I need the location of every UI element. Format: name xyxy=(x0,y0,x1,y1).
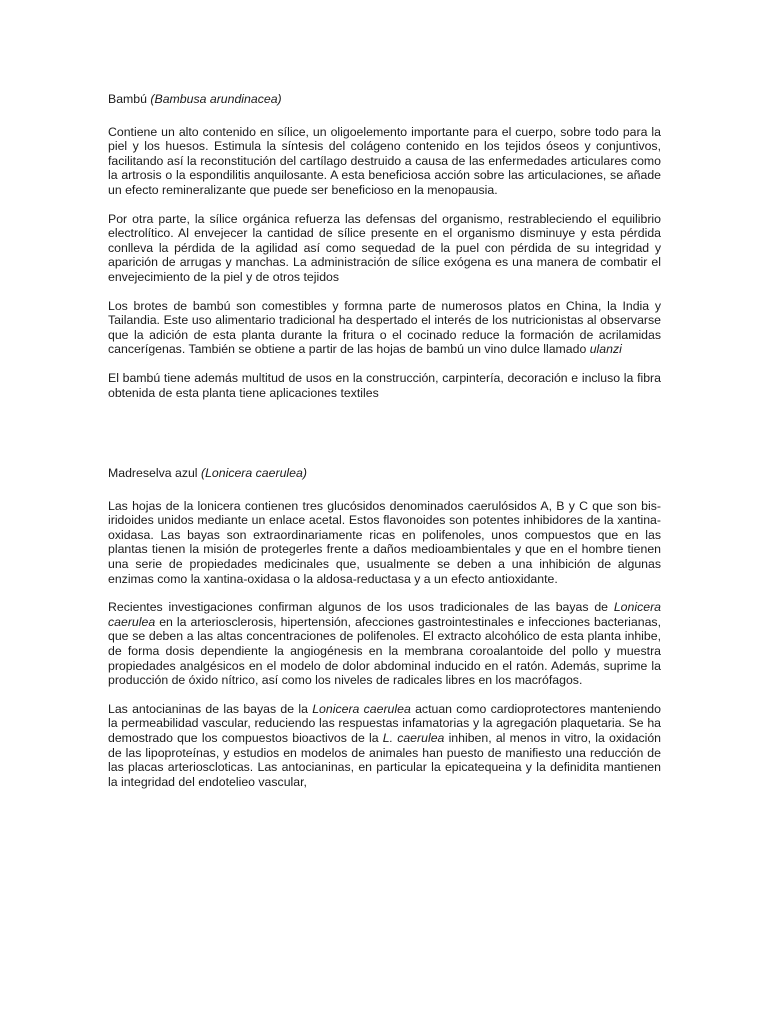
heading-title: Bambú xyxy=(108,92,147,106)
paragraph-text: El bambú tiene además multitud de usos en la construcción, carpintería, decoración e incluso la fibra obtenida de esta planta tiene aplicaciones textiles xyxy=(108,370,661,400)
section-spacer xyxy=(108,414,661,466)
paragraph-text: en la arteriosclerosis, hipertensión, afecciones gastrointestinales e infecciones bacterianas, que se deben a las altas concentraciones de polifenoles. El extracto alcohólico de esta planta inhibe, de forma dosis dependiente la angiogénesis en la membrana coroalantoide del pollo y muestra propiedades analgésicos en el modelo de dolor abdominal inducido en el ratón. Además, suprime la producción de óxido nítrico, así como los niveles de radicales libres en los macrófagos. xyxy=(108,614,661,688)
section-heading xyxy=(108,92,661,107)
italic-term: L. caerulea xyxy=(382,731,445,745)
paragraph-text: Los brotes de bambú son comestibles y formna parte de numerosos platos en China, la India y Tailandia. Este uso alimentario tradicional ha despertado el interés de los nutricionistas al observarse que la adición de esta planta durante la fritura o el cocinado reduce la formación de acrilamidas cancerígenas. También se obtiene a partir de las hojas de bambú un vino dulce llamado xyxy=(108,298,661,357)
paragraph xyxy=(108,299,661,357)
italic-term: ulanzi xyxy=(589,342,622,357)
paragraph-text: Recientes investigaciones confirman algunos de los usos tradicionales de las bayas de xyxy=(108,600,614,615)
section-madreselva-azul xyxy=(108,466,661,789)
paragraph xyxy=(108,499,661,587)
paragraph xyxy=(108,702,661,790)
heading-latin-name: (Lonicera caerulea) xyxy=(200,466,307,481)
italic-term: Lonicera caerulea xyxy=(312,701,411,716)
paragraph xyxy=(108,125,661,198)
heading-latin-name: (Bambusa arundinacea) xyxy=(150,92,282,106)
section-bambu xyxy=(108,92,661,400)
paragraph xyxy=(108,371,661,400)
paragraph-text: Las hojas de la lonicera contienen tres glucósidos denominados caerulósidos A, B y C que son bis-iridoides unidos mediante un enlace acetal. Estos flavonoides son potentes inhibidores de la xantina-oxidasa. Las bayas son extraordinariamente ricas en polifenoles, unos compuestos que en las plantas tienen la misión de protegerles frente a daños medioambientales y que en el hombre tienen una serie de propiedades medicinales que, usualmente se deben a una inhibición de algunas enzimas como la xantina-oxidasa o la aldosa-reductasa y a un efecto antioxidante. xyxy=(108,498,661,586)
document-body xyxy=(108,92,661,803)
section-heading xyxy=(108,466,661,481)
paragraph-text: Por otra parte, la sílice orgánica refuerza las defensas del organismo, restrableciendo el equilibrio electrolítico. Al envejecer la cantidad de sílice presente en el organismo disminuye y esta pérdida conlleva la pérdida de la agilidad así como sequedad de la puel con pérdida de su integridad y aparición de arrugas y manchas. La administración de sílice exógena es una manera de combatir el envejecimiento de la piel y de otros tejidos xyxy=(108,211,661,284)
paragraph xyxy=(108,600,661,688)
paragraph-text: Las antocianinas de las bayas de la xyxy=(108,701,313,716)
paragraph-text: actuan como cardioprotectores manteniendo la permeabilidad vascular, reduciendo las respuestas infamatorias y la agregación plaquetaria. Se ha demostrado que los compuestos bioactivos de la xyxy=(108,701,661,745)
paragraph-text: Contiene un alto contenido en sílice, un oligoelemento importante para el cuerpo, sobre todo para la piel y los huesos. Estimula la síntesis del colágeno contenido en los tejidos óseos y conjuntivos, facilitando así la reconstitución del cartílago destruido a causa de las enfermedades articulares como la artrosis o la espondilitis anquilosante. A esta beneficiosa acción sobre las articulaciones, se añade un efecto remineralizante que puede ser beneficioso en la menopausia. xyxy=(108,124,661,197)
paragraph-text: inhiben, al menos in vitro, la oxidación de las lipoproteínas, y estudios en modelos de animales han puesto de manifiesto una reducción de las placas arterioscloticas. Las antocianinas, en particular la epicatequeina y la definidita mantienen la integridad del endotelieo vascular, xyxy=(108,731,662,789)
heading-title: Madreselva azul xyxy=(108,466,198,481)
italic-term: Lonicera caerulea xyxy=(108,600,661,629)
paragraph xyxy=(108,212,661,285)
